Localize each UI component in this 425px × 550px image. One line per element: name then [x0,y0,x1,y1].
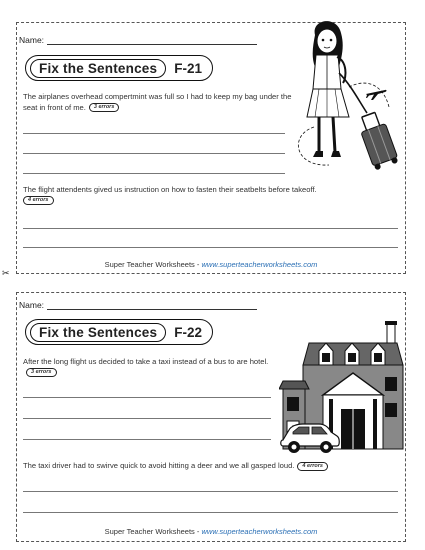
writing-line[interactable] [23,133,285,134]
writing-line[interactable] [23,491,398,492]
footer-link[interactable]: www.superteacherworksheets.com [201,527,318,536]
writing-line[interactable] [23,418,271,419]
error-count-badge: 3 errors [89,103,120,112]
airplane-icon [365,85,387,101]
writing-line[interactable] [23,153,285,154]
scissors-icon: ✂ [2,268,10,278]
sentence-2: The taxi driver had to swirve quick to avoid hitting a deer and we all gasped loud. 4 errors [23,461,408,472]
worksheet-title: Fix the Sentences [30,59,166,78]
writing-line[interactable] [23,512,398,513]
writing-line[interactable] [23,173,285,174]
worksheet-card-f22 [16,292,406,542]
name-input-line[interactable] [47,301,257,310]
error-count-badge: 4 errors [297,462,328,471]
error-count-badge: 4 errors [23,196,54,205]
name-row [19,300,257,310]
name-label: Name: [19,35,45,45]
writing-line[interactable] [23,439,271,440]
writing-line[interactable] [23,247,398,248]
worksheet-card-f21 [16,22,406,274]
title-banner [25,319,213,345]
name-row [19,35,257,45]
name-input-line[interactable] [47,36,257,45]
writing-line[interactable] [23,397,271,398]
worksheet-code: F-21 [174,60,202,76]
footer: Super Teacher Worksheets - www.superteacherworksheets.com [104,260,318,269]
footer: Super Teacher Worksheets - www.superteacherworksheets.com [104,527,318,536]
sentence-1: After the long flight us decided to take a taxi instead of a bus to are hotel.3 errors [23,357,269,375]
taxi-illustration [279,418,341,456]
worksheet-code: F-22 [174,324,202,340]
name-label: Name: [19,300,45,310]
worksheet-title: Fix the Sentences [30,323,166,342]
sentence-2: The flight attendents gived us instruction on how to fasten their seatbelts before takeoff. 4 errors [23,185,317,203]
sentence-1: The airplanes overhead compertmint was full so I had to keep my bag under the seat in front of me. 3 errors [23,92,292,112]
footer-link[interactable]: www.superteacherworksheets.com [201,260,318,269]
error-count-badge: 3 errors [26,368,57,377]
writing-line[interactable] [23,228,398,229]
title-banner [25,55,213,81]
